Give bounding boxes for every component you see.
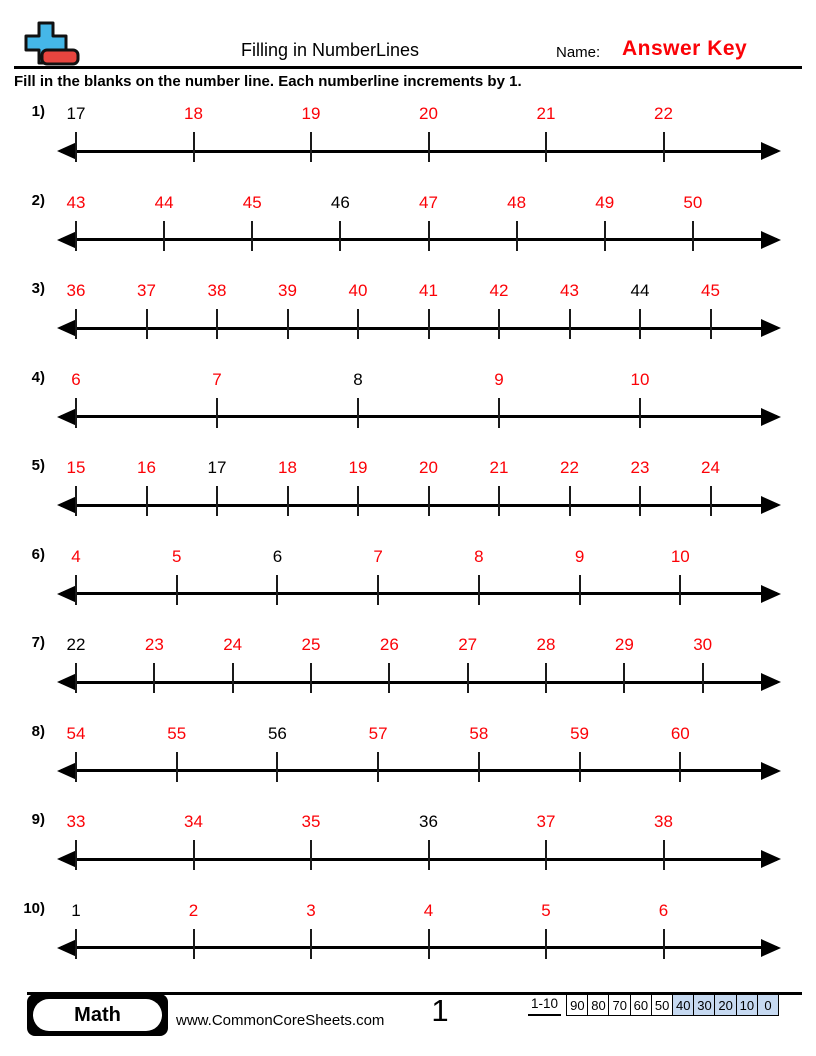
tick-mark: [692, 221, 694, 251]
numberline-row: [0, 366, 816, 455]
answer-number: 4: [71, 546, 81, 566]
tick-mark: [604, 221, 606, 251]
numberline-row: [0, 808, 816, 897]
numberline: [57, 454, 781, 543]
answer-number: 43: [66, 192, 86, 212]
numberline: [57, 543, 781, 632]
tick-strip: [66, 189, 781, 278]
answer-number: 6: [71, 369, 81, 389]
answer-number: 45: [242, 192, 262, 212]
answer-number: 59: [570, 723, 590, 743]
tick-mark: [75, 132, 77, 162]
answer-number: 57: [368, 723, 388, 743]
given-number: 56: [267, 723, 287, 743]
tick-mark: [388, 663, 390, 693]
answer-number: 37: [137, 281, 156, 300]
left-arrowhead-icon: [57, 408, 77, 426]
tick-mark: [75, 929, 77, 959]
tick-mark: [310, 663, 312, 693]
tick-mark: [75, 575, 77, 605]
answer-number: 48: [507, 192, 527, 212]
tick-mark: [287, 309, 289, 339]
answer-number: 16: [137, 458, 156, 477]
numberline-row: [0, 454, 816, 543]
tick-mark: [579, 575, 581, 605]
tick-strip: [66, 631, 781, 720]
tick-mark: [75, 840, 77, 870]
tick-mark: [216, 486, 218, 516]
answer-number: 55: [167, 723, 187, 743]
tick-mark: [75, 309, 77, 339]
tick-strip: [66, 100, 781, 189]
tick-mark: [153, 663, 155, 693]
tick-mark: [428, 840, 430, 870]
answer-number: 19: [348, 458, 368, 477]
answer-number: 29: [614, 635, 634, 654]
answer-number: 19: [301, 104, 321, 123]
answer-number: 47: [419, 192, 438, 212]
answer-number: 36: [66, 281, 86, 300]
tick-mark: [75, 486, 77, 516]
given-number: 8: [353, 369, 363, 389]
row-number-label: 10): [23, 899, 45, 917]
answer-number: 40: [348, 281, 368, 300]
answer-number: 7: [212, 369, 222, 389]
tick-mark: [310, 840, 312, 870]
answer-number: 38: [654, 812, 673, 831]
tick-mark: [569, 486, 571, 516]
score-row-label: 1-10: [528, 996, 561, 1016]
numberline: [57, 100, 781, 189]
tick-mark: [663, 840, 665, 870]
tick-mark: [545, 132, 547, 162]
score-cell: 70: [608, 994, 631, 1016]
tick-mark: [193, 929, 195, 959]
tick-mark: [146, 486, 148, 516]
tick-mark: [498, 486, 500, 516]
answer-number: 54: [66, 723, 86, 743]
tick-mark: [498, 398, 500, 428]
answer-number: 22: [560, 458, 579, 477]
tick-mark: [623, 663, 625, 693]
answer-number: 28: [536, 635, 556, 654]
tick-strip: [71, 366, 781, 455]
answer-number: 45: [701, 281, 720, 300]
answer-number: 50: [683, 192, 703, 212]
row-number-label: 3): [31, 280, 45, 297]
given-number: 46: [330, 192, 350, 212]
tick-mark: [193, 132, 195, 162]
tick-mark: [357, 398, 359, 428]
answer-number: 8: [474, 546, 484, 566]
tick-mark: [679, 575, 681, 605]
row-number-label: 8): [31, 722, 45, 740]
tick-mark: [310, 132, 312, 162]
numberline: [57, 366, 781, 455]
answer-number: 6: [658, 900, 669, 920]
tick-mark: [357, 486, 359, 516]
row-number-label: 6): [31, 545, 45, 563]
tick-mark: [428, 132, 430, 162]
tick-mark: [428, 486, 430, 516]
tick-mark: [428, 929, 430, 959]
answer-number: 2: [188, 900, 199, 920]
tick-mark: [428, 309, 430, 339]
tick-mark: [710, 309, 712, 339]
numberline: [57, 631, 781, 720]
numberline-row: [0, 277, 816, 366]
answer-number: 5: [541, 900, 551, 920]
left-arrowhead-icon: [57, 496, 77, 514]
tick-mark: [579, 752, 581, 782]
answer-number: 21: [536, 104, 556, 123]
answer-number: 9: [574, 546, 585, 566]
row-number-label: 5): [31, 457, 45, 474]
tick-mark: [639, 398, 641, 428]
given-number: 1: [71, 900, 81, 920]
tick-mark: [639, 309, 641, 339]
left-arrowhead-icon: [57, 673, 77, 691]
tick-strip: [66, 454, 781, 543]
page-title: Filling in NumberLines: [240, 40, 420, 60]
answer-number: 7: [373, 546, 383, 566]
score-cell: 20: [714, 994, 737, 1016]
score-cell: 80: [587, 994, 610, 1016]
tick-mark: [545, 929, 547, 959]
given-number: 22: [66, 635, 86, 654]
row-number-label: 1): [31, 103, 45, 120]
answer-number: 44: [154, 192, 174, 212]
score-cell: 40: [672, 994, 695, 1016]
numberline-row: [0, 100, 816, 189]
numberline: [57, 720, 781, 809]
tick-mark: [467, 663, 469, 693]
tick-mark: [216, 398, 218, 428]
answer-number: 5: [171, 546, 182, 566]
tick-strip: [71, 897, 781, 986]
numberline-row: [0, 720, 816, 809]
answer-key-text: Answer Key: [622, 37, 748, 60]
left-arrowhead-icon: [57, 231, 77, 249]
tick-strip: [71, 543, 781, 632]
header-divider: [14, 66, 802, 69]
tick-mark: [163, 221, 165, 251]
tick-mark: [545, 840, 547, 870]
tick-mark: [75, 398, 77, 428]
tick-mark: [176, 752, 178, 782]
answer-number: 24: [701, 458, 720, 477]
numberline-row: [0, 631, 816, 720]
left-arrowhead-icon: [57, 850, 77, 868]
given-number: 17: [66, 104, 86, 123]
tick-mark: [639, 486, 641, 516]
numberline-row: [0, 189, 816, 278]
left-arrowhead-icon: [57, 585, 77, 603]
answer-number: 27: [458, 635, 478, 654]
numberline: [57, 808, 781, 897]
tick-mark: [516, 221, 518, 251]
instruction-text: Fill in the blanks on the number line. Each numberline increments by 1.: [14, 73, 522, 90]
answer-number: 49: [595, 192, 615, 212]
tick-strip: [66, 808, 781, 897]
tick-strip: [66, 277, 781, 366]
answer-number: 25: [301, 635, 321, 654]
score-cell: 60: [630, 994, 653, 1016]
numberline-row: [0, 543, 816, 632]
answer-number: 10: [630, 369, 650, 389]
answer-number: 34: [184, 812, 203, 831]
answer-number: 37: [536, 812, 556, 831]
tick-mark: [176, 575, 178, 605]
tick-mark: [310, 929, 312, 959]
given-number: 44: [630, 281, 650, 300]
answer-number: 38: [207, 281, 227, 300]
score-table: [566, 994, 779, 1016]
score-cell: 50: [651, 994, 674, 1016]
tick-mark: [702, 663, 704, 693]
answer-number: 33: [66, 812, 86, 831]
name-label: Name:: [556, 44, 601, 61]
answer-number: 9: [494, 369, 504, 389]
tick-mark: [193, 840, 195, 870]
tick-mark: [357, 309, 359, 339]
tick-mark: [377, 752, 379, 782]
answer-number: 21: [489, 458, 509, 477]
tick-mark: [216, 309, 218, 339]
score-cell: 0: [757, 994, 780, 1016]
answer-number: 26: [379, 635, 399, 654]
tick-mark: [75, 663, 77, 693]
tick-mark: [75, 221, 77, 251]
left-arrowhead-icon: [57, 142, 77, 160]
answer-number: 15: [66, 458, 86, 477]
left-arrowhead-icon: [57, 939, 77, 957]
answer-number: 3: [306, 900, 316, 920]
answer-number: 23: [630, 458, 650, 477]
answer-number: 30: [693, 635, 713, 654]
tick-mark: [710, 486, 712, 516]
tick-mark: [569, 309, 571, 339]
tick-mark: [545, 663, 547, 693]
numberline: [57, 189, 781, 278]
row-number-label: 2): [31, 191, 45, 209]
subject-badge: [27, 994, 168, 1036]
tick-mark: [663, 929, 665, 959]
tick-mark: [428, 221, 430, 251]
given-number: 17: [207, 458, 227, 477]
subject-badge-label: Math: [33, 999, 162, 1031]
answer-number: 18: [184, 104, 203, 123]
numberlines: [0, 100, 816, 985]
given-number: 36: [419, 812, 438, 831]
answer-number: 24: [223, 635, 243, 654]
tick-strip: [66, 720, 781, 809]
page-number: 1: [431, 993, 449, 1028]
tick-mark: [478, 752, 480, 782]
tick-mark: [287, 486, 289, 516]
answer-number: 20: [419, 104, 438, 123]
answer-number: 60: [670, 723, 690, 743]
tick-mark: [146, 309, 148, 339]
answer-number: 39: [278, 281, 297, 300]
answer-number: 35: [301, 812, 321, 831]
score-cell: 10: [736, 994, 759, 1016]
answer-number: 22: [654, 104, 673, 123]
row-number-label: 7): [31, 634, 45, 651]
score-cell: 90: [566, 994, 589, 1016]
given-number: 6: [272, 546, 283, 566]
tick-mark: [663, 132, 665, 162]
tick-mark: [75, 752, 77, 782]
answer-number: 58: [469, 723, 489, 743]
answer-number: 20: [419, 458, 438, 477]
tick-mark: [478, 575, 480, 605]
tick-mark: [276, 752, 278, 782]
numberline: [57, 277, 781, 366]
answer-number: 18: [278, 458, 297, 477]
tick-mark: [232, 663, 234, 693]
answer-number: 43: [560, 281, 579, 300]
numberline: [57, 897, 781, 986]
tick-mark: [679, 752, 681, 782]
answer-number: 41: [419, 281, 438, 300]
tick-mark: [498, 309, 500, 339]
score-cell: 30: [693, 994, 716, 1016]
answer-number: 4: [423, 900, 434, 920]
numberline-row: [0, 897, 816, 986]
row-number-label: 4): [31, 368, 45, 386]
website-text: www.CommonCoreSheets.com: [176, 1012, 385, 1029]
left-arrowhead-icon: [57, 319, 77, 337]
answer-number: 42: [489, 281, 509, 300]
tick-mark: [339, 221, 341, 251]
left-arrowhead-icon: [57, 762, 77, 780]
answer-number: 23: [144, 635, 164, 654]
tick-mark: [251, 221, 253, 251]
tick-mark: [377, 575, 379, 605]
row-number-label: 9): [31, 811, 45, 828]
answer-number: 10: [670, 546, 690, 566]
tick-mark: [276, 575, 278, 605]
